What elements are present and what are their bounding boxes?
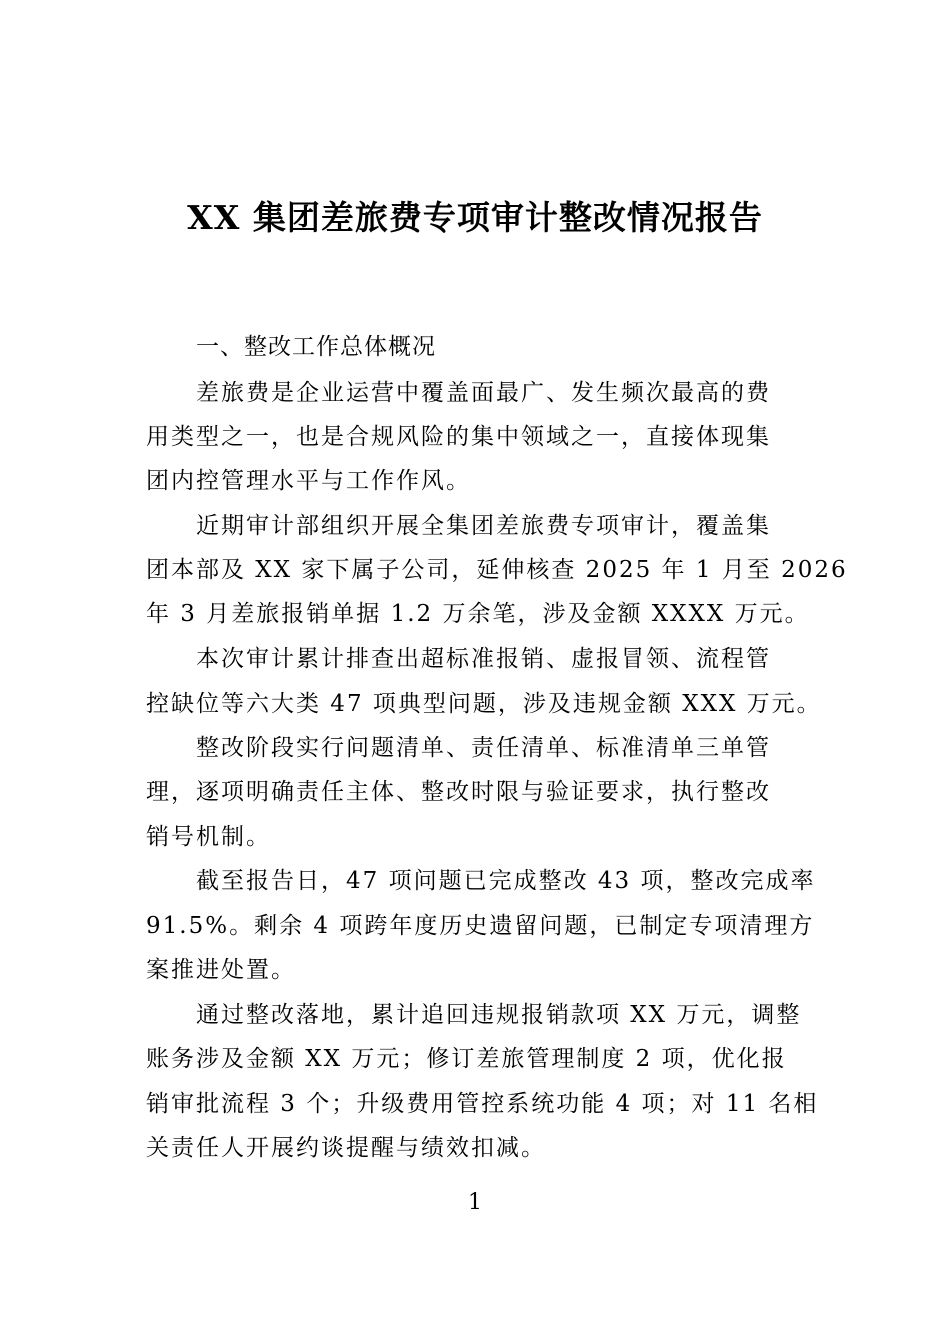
paragraph-line: 用类型之一，也是合规风险的集中领域之一，直接体现集 (146, 424, 771, 450)
paragraph-line: 销号机制。 (146, 824, 271, 850)
paragraph-line: 团本部及 XX 家下属子公司，延伸核查 2025 年 1 月至 2026 (146, 557, 848, 583)
paragraph-line: 年 3 月差旅报销单据 1.2 万余笔，涉及金额 XXXX 万元。 (146, 601, 810, 627)
paragraph-line: 截至报告日，47 项问题已完成整改 43 项，整改完成率 (196, 868, 816, 894)
paragraph-line: 理，逐项明确责任主体、整改时限与验证要求，执行整改 (146, 779, 771, 805)
page-number: 1 (468, 1190, 482, 1215)
paragraph-line: 差旅费是企业运营中覆盖面最广、发生频次最高的费 (196, 380, 771, 406)
paragraph-line: 91.5%。剩余 4 项跨年度历史遗留问题，已制定专项清理方 (146, 913, 815, 939)
paragraph-line: 控缺位等六大类 47 项典型问题，涉及违规金额 XXX 万元。 (146, 691, 822, 717)
paragraph-line: 本次审计累计排查出超标准报销、虚报冒领、流程管 (196, 646, 771, 672)
paragraph-line: 通过整改落地，累计追回违规报销款项 XX 万元，调整 (196, 1002, 802, 1028)
paragraph-line: 账务涉及金额 XX 万元；修订差旅管理制度 2 项，优化报 (146, 1046, 787, 1072)
paragraph-line: 案推进处置。 (146, 957, 296, 983)
paragraph-line: 近期审计部组织开展全集团差旅费专项审计，覆盖集 (196, 513, 771, 539)
paragraph-line: 团内控管理水平与工作作风。 (146, 468, 471, 494)
paragraph-line: 关责任人开展约谈提醒与绩效扣减。 (146, 1135, 546, 1161)
section-heading: 一、整改工作总体概况 (196, 334, 436, 360)
paragraph-line: 销审批流程 3 个；升级费用管控系统功能 4 项；对 11 名相 (146, 1091, 819, 1117)
document-title: XX 集团差旅费专项审计整改情况报告 (187, 198, 763, 237)
paragraph-line: 整改阶段实行问题清单、责任清单、标准清单三单管 (196, 735, 771, 761)
